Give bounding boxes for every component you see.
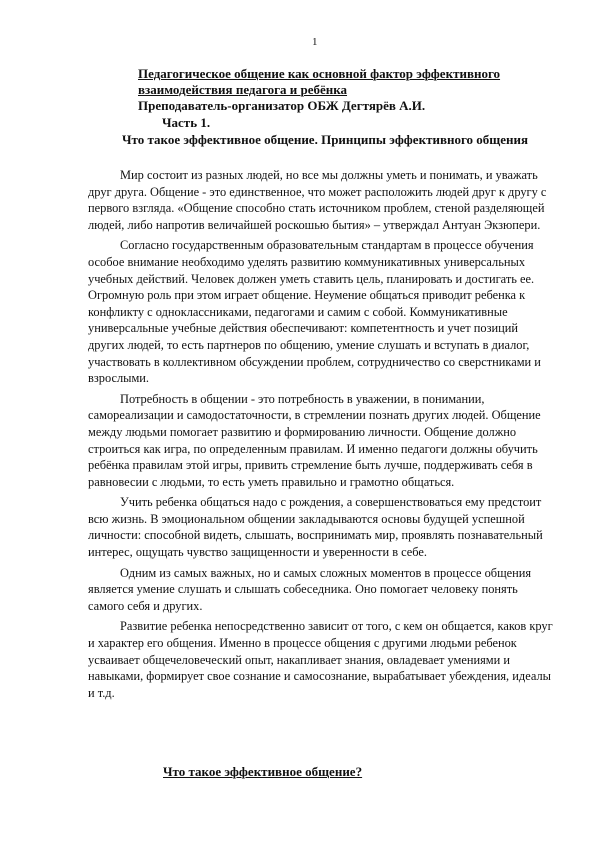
paragraph-2: Согласно государственным образовательным стандартам в процессе обучения особое внимание необходимо уделять развитию коммуникативных универсальных учебных действий. Человек должен уметь ставить цель, планировать и достигать ее. Огромную роль при этом играет общение. Неумение общаться приводит ребенка к конфликту с одноклассниками, педагогами и самим с собой. Коммуникативные универсальные учебные действия обеспечивают: компетентность и учет позиций других людей, то есть партнеров по общению, умение слушать и вступать в диалог, участвовать в коллективном обсуждении проблем, сотрудничество со сверстниками и взрослыми. [88,238,541,386]
paragraph-4: Учить ребенка общаться надо с рождения, а совершенствоваться ему предстоит всю жизнь. В эмоциональном общении закладываются основы будущей успешной личности: способной видеть, слышать, воспринимать мир, проявлять познавательный интерес, ощущать чувство защищенности и уверенности в себе. [88,495,543,560]
paragraph-1: Мир состоит из разных людей, но все мы должны уметь и понимать, и уважать друг друга. Общение - это единственное, что может расположить людей друг к другу с первого взгляда. «Общение способно стать источником проблем, стеной разделяющей людей, либо напротив величайшей роскошью бытия» – утверждал Антуан Экзюпери. [88,168,547,232]
paragraph-6: Развитие ребенка непосредственно зависит от того, с кем он общается, каков круг и характер его общения. Именно в процессе общения с другими людьми ребенок усваивает общечеловеческий опыт, накапливает знания, овладевает умениями и навыками, формирует свое сознание и самосознание, вырабатывает убеждения, идеалы и т.д. [88,619,553,700]
page-number: 1 [312,36,318,48]
paragraph-3: Потребность в общении - это потребность в уважении, в понимании, самореализации и самодостаточности, в стремлении познать других людей. Общение между людьми помогает развитию и формированию личности. Общение должно строиться как игра, по определенным правилам. И именно педагоги должны обучить ребёнка правилам этой игры, привить стремление быть лучше, поддерживать себя в равновесии с людьми, то есть уметь правильно и грамотно общаться. [88,391,541,489]
subsection-heading: Что такое эффективное общение? [163,764,363,779]
article-title: Педагогическое общение как основной фактор эффективного взаимодействия педагога и ребёнка [138,66,501,97]
part-label: Часть 1. [162,115,211,130]
body-text [88,167,556,705]
paragraph-5: Одним из самых важных, но и самых сложных моментов в процессе общения является умение слушать и слышать собеседника. Оно помогает человеку понять самого себя и других. [88,565,532,613]
section-title: Что такое эффективное общение. Принципы эффективного общения [122,132,529,147]
author-line: Преподаватель-организатор ОБЖ Дегтярёв А.И. [138,98,426,113]
